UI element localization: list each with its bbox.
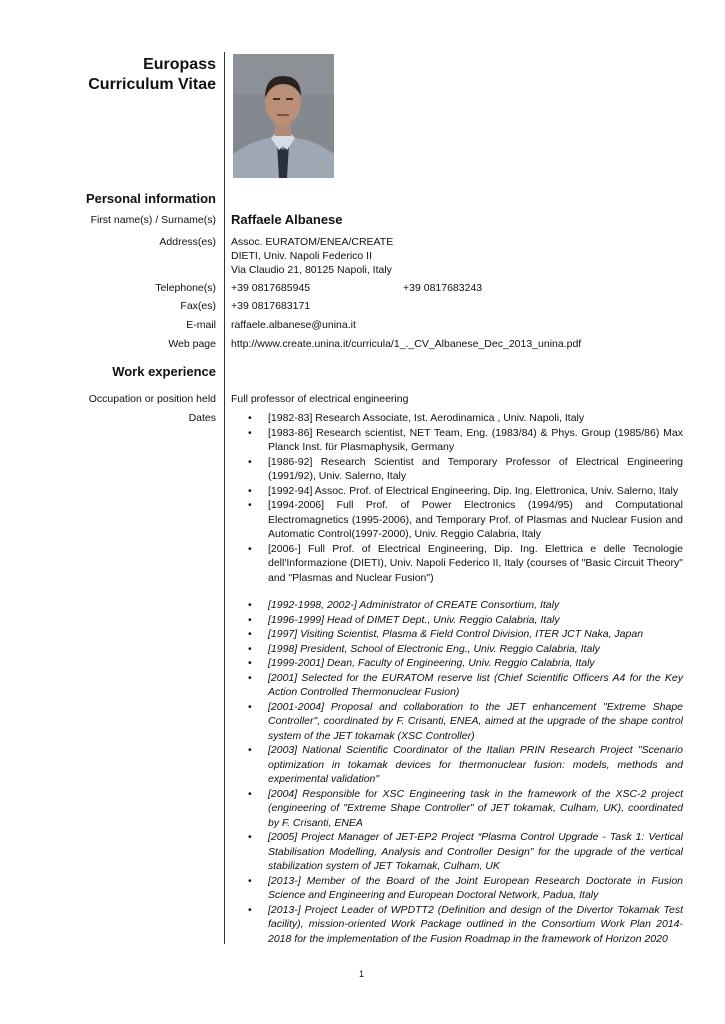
list-item: • [2004] Responsible for XSC Engineering task in the framework of the XSC-2 project (engineering of "Extreme Shape Controller" of JET tokamak, Culham, UK), coordinated by F. Crisanti, ENEA	[240, 787, 683, 831]
web-page-label: Web page	[168, 338, 216, 350]
address-line-3: Via Claudio 21, 80125 Napoli, Italy	[231, 264, 392, 276]
fax-number: +39 0817683171	[231, 300, 311, 312]
document-title	[88, 55, 216, 95]
address-label: Address(es)	[159, 236, 216, 248]
list-item: • [2013-] Project Leader of WPDTT2 (Definition and design of the Divertor Tokamak Test facility), mission-oriented Work Package outlined in the Consortium Work Plan 2014-2018 for the implementation of the Fusion Roadmap in the framework of Horizon 2020	[240, 903, 683, 947]
address-line-1: Assoc. EURATOM/ENEA/CREATE	[231, 236, 394, 248]
telephone-2: +39 0817683243	[403, 282, 483, 294]
list-item: • [1986-92] Research Scientist and Temporary Professor of Electrical Engineering (1991/92), Univ. Salerno, Italy	[240, 455, 683, 484]
telephone-1: +39 0817685945	[231, 282, 311, 294]
list-item: • [1982-83] Research Associate, Ist. Aerodinamica , Univ. Napoli, Italy	[240, 411, 683, 426]
dates-label: Dates	[188, 412, 216, 424]
list-item: • [1994-2006] Full Prof. of Power Electronics (1994/95) and Computational Electromagnetics (1995-2006), and Temporary Prof. of Plasmas and Nuclear Fusion and Automatic Control(1997-2000), Univ. Reggio Calabria, Italy	[240, 498, 683, 542]
list-item: • [1999-2001] Dean, Faculty of Engineering, Univ. Reggio Calabria, Italy	[240, 656, 683, 671]
occupation-label: Occupation or position held	[88, 393, 216, 405]
title-line-1: Europass	[143, 56, 216, 73]
list-item: • [2006-] Full Prof. of Electrical Engineering, Dip. Ing. Elettrica e delle Tecnologie dell'Informazione (DIETI), Univ. Napoli Federico II, Italy (courses of "Basic Circuit Theory" and "Plasmas and Nuclear Fusion")	[240, 542, 683, 586]
positions-list	[240, 411, 683, 585]
list-item: • [1983-86] Research scientist, NET Team, Eng. (1983/84) & Phys. Group (1985/86) Max Planck Inst. für Plasmaphysik, Germany	[240, 426, 683, 455]
name-label: First name(s) / Surname(s)	[90, 214, 216, 226]
list-item: • [1997] Visiting Scientist, Plasma & Field Control Division, ITER JCT Naka, Japan	[240, 627, 683, 642]
email-link[interactable]: raffaele.albanese@unina.it	[231, 319, 356, 331]
personal-information-heading: Personal information	[85, 191, 216, 206]
column-divider	[224, 52, 225, 944]
list-item: • [2005] Project Manager of JET-EP2 Project “Plasma Control Upgrade - Task 1: Vertical Stabilisation Modelling, Analysis and Controller Design" for the upgrade of the vertical stabilization system of JET Tokamak, Culham, UK	[240, 830, 683, 874]
page-number: 1	[359, 969, 365, 979]
email-label: E-mail	[186, 319, 216, 331]
address	[231, 235, 393, 277]
web-page-link[interactable]: http://www.create.unina.it/curricula/1_._CV_Albanese_Dec_2013_unina.pdf	[231, 338, 582, 350]
roles-list	[240, 598, 683, 946]
list-item: • [2001] Selected for the EURATOM reserve list (Chief Scientific Officers A4 for the Key Action Controlled Thermonuclear Fusion)	[240, 671, 683, 700]
fax-label: Fax(es)	[180, 300, 216, 312]
list-item: • [2003] National Scientific Coordinator of the Italian PRIN Research Project "Scenario optimization in tokamak devices for thermonuclear fusion: models, methods and experimental validation"	[240, 743, 683, 787]
work-experience-heading: Work experience	[112, 364, 216, 379]
list-item: • [1998] President, School of Electronic Eng., Univ. Reggio Calabria, Italy	[240, 642, 683, 657]
list-item: • [2013-] Member of the Board of the Joint European Research Doctorate in Fusion Science and Engineering and European Doctoral Network, Padua, Italy	[240, 874, 683, 903]
telephone-label: Telephone(s)	[155, 282, 216, 294]
full-name: Raffaele Albanese	[231, 212, 343, 227]
address-line-2: DIETI, Univ. Napoli Federico II	[231, 250, 373, 262]
list-item: • [1992-94] Assoc. Prof. of Electrical Engineering, Dip. Ing. Elettronica, Univ. Salerno, Italy	[240, 484, 683, 499]
list-item: • [1996-1999] Head of DIMET Dept., Univ. Reggio Calabria, Italy	[240, 613, 683, 628]
list-item: • [1992-1998, 2002-] Administrator of CREATE Consortium, Italy	[240, 598, 683, 613]
portrait-image	[233, 54, 334, 178]
occupation-value: Full professor of electrical engineering	[231, 393, 409, 405]
list-item: • [2001-2004] Proposal and collaboration to the JET enhancement "Extreme Shape Controller", coordinated by F. Crisanti, ENEA, aimed at the upgrade of the shape control system of the JET tokamak (XSC Controller)	[240, 700, 683, 744]
profile-photo	[233, 54, 334, 178]
title-line-2: Curriculum Vitae	[88, 76, 216, 93]
